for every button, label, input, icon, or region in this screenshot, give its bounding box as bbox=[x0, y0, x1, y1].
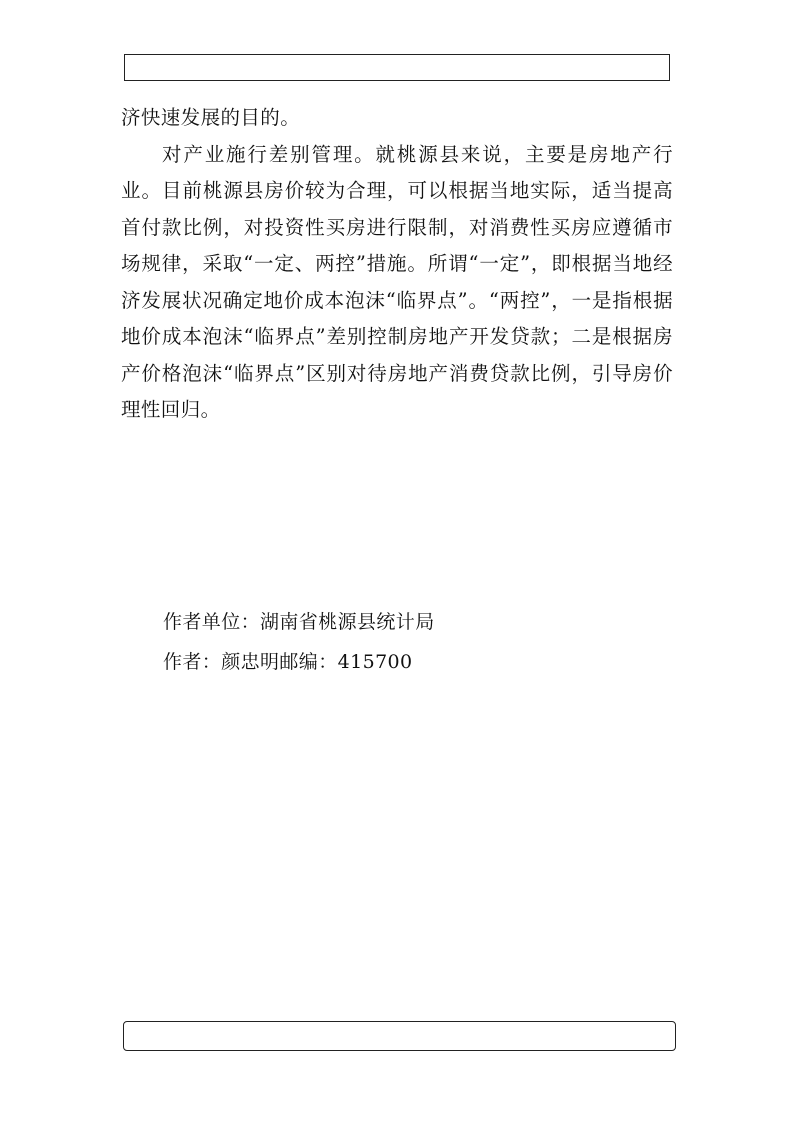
author-name-postcode: 作者：颜忠明邮编：415700 bbox=[163, 651, 413, 673]
author-unit: 作者单位：湖南省桃源县统计局 bbox=[163, 611, 435, 633]
author-info bbox=[163, 602, 435, 682]
header-box bbox=[124, 54, 670, 81]
paragraph-differential-management: 对产业施行差别管理。就桃源县来说，主要是房地产行业。目前桃源县房价较为合理，可以根据当地实际，适当提高首付款比例，对投资性买房进行限制，对消费性买房应遵循市场规律，采取“一定、两控”措施。所谓“一定”，即根据当地经济发展状况确定地价成本泡沫“临界点”。“两控”，一是指根据地价成本泡沫“临界点”差别控制房地产开发贷款；二是根据房产价格泡沫“临界点”区别对待房地产消费贷款比例，引导房价理性回归。 bbox=[121, 142, 673, 421]
paragraph-continuation: 济快速发展的目的。 bbox=[121, 106, 301, 129]
footer-box bbox=[123, 1021, 676, 1051]
body-text bbox=[121, 100, 673, 429]
